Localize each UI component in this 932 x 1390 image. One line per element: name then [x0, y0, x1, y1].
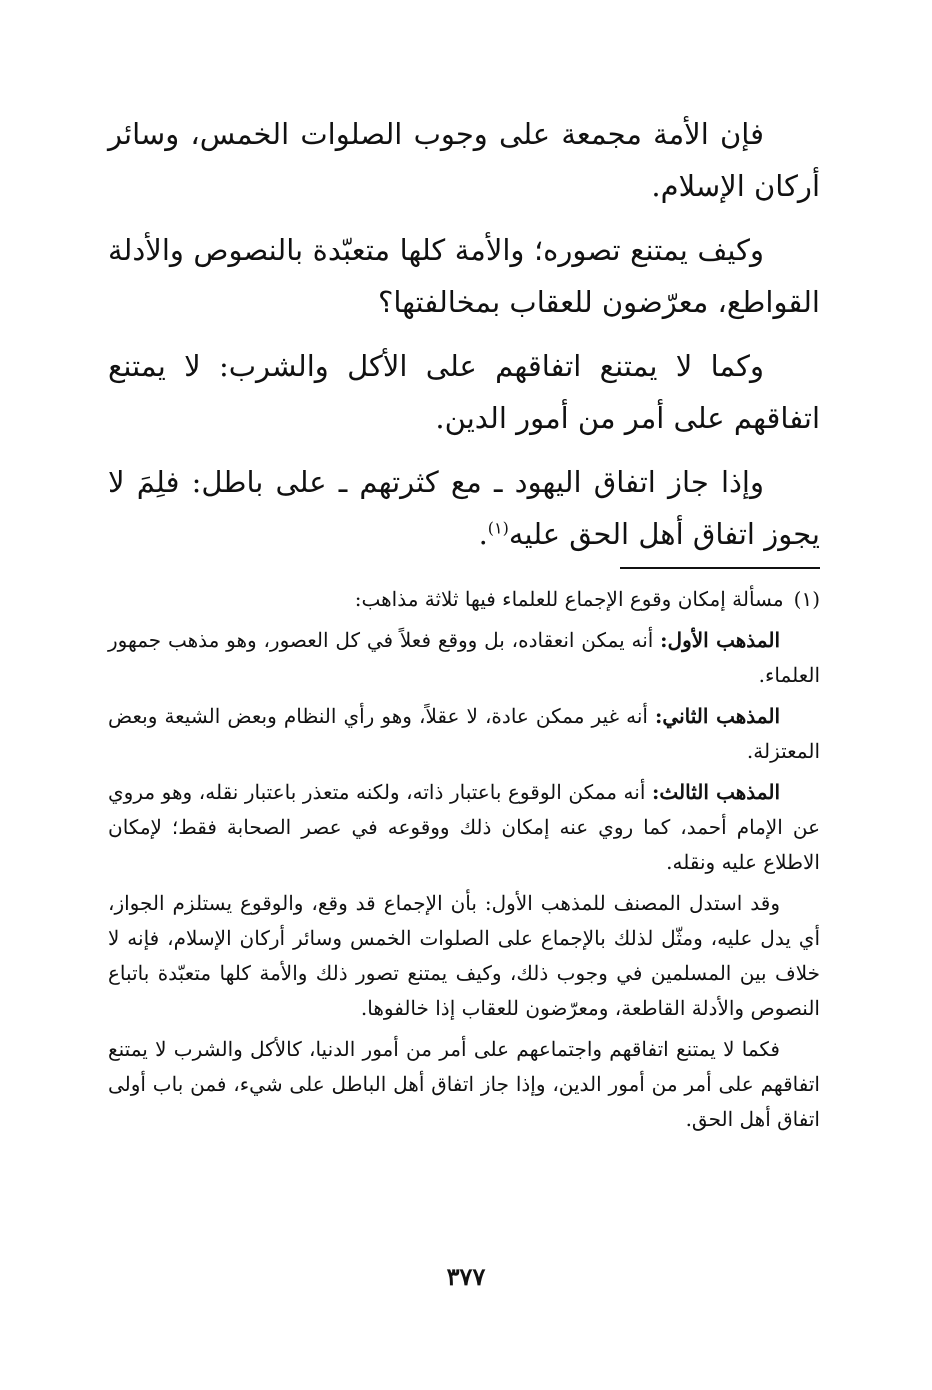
footnote-term: المذهب الثاني: [655, 704, 781, 728]
main-paragraph-4 [108, 456, 820, 560]
footnote-item-1 [108, 623, 820, 693]
footnote-text: أنه ممكن الوقوع باعتبار ذاته، ولكنه متعذر باعتبار نقله، وهو مروي عن الإمام أحمد، كما روي عنه إمكان ذلك ووقوعه في عصر الصحابة فقط؛ لإمكان الاطلاع عليه ونقله. [108, 780, 820, 874]
main-paragraph-2: وكيف يمتنع تصوره؛ والأمة كلها متعبّدة بالنصوص والأدلة القواطع، معرّضون للعقاب بمخالفتها؟ [108, 233, 820, 319]
page-number: ٣٧٧ [446, 1262, 486, 1291]
main-paragraph-4-text: وإذا جاز اتفاق اليهود ـ مع كثرتهم ـ على باطل: فلِمَ لا يجوز اتفاق أهل الحق عليه [108, 465, 820, 551]
footnote-intro-text: مسألة إمكان وقوع الإجماع للعلماء فيها ثلاثة مذاهب: [354, 587, 784, 611]
footnote-separator [620, 567, 820, 569]
footnote-closing-1: وقد استدل المصنف للمذهب الأول: بأن الإجماع قد وقع، والوقوع يستلزم الجواز، أي يدل عليه، ومثّل لذلك بالإجماع على الصلوات الخمس وسائر أركان الإسلام، فإنه لا خلاف بين المسلمين في وجوب ذلك، وكيف يمتنع تصور ذلك والأمة كلها متعبّدة باتباع النصوص والأدلة القاطعة، ومعرّضون للعقاب إذا خالفوها. [108, 891, 820, 1020]
footnote-closing-2: فكما لا يمتنع اتفاقهم واجتماعهم على أمر من أمور الدنيا، كالأكل والشرب لا يمتنع اتفاقهم على أمر من أمور الدين، وإذا جاز اتفاق أهل الباطل على شيء، فمن باب أولى اتفاق أهل الحق. [108, 1037, 820, 1131]
main-paragraph-4-end: . [478, 517, 488, 551]
footnote-reference[interactable]: (١) [487, 518, 509, 538]
footnote-term: المذهب الثالث: [652, 780, 781, 804]
footnote-term: المذهب الأول: [660, 628, 780, 652]
footnote-text: أنه غير ممكن عادة، لا عقلاً، وهو رأي النظام وبعض الشيعة وبعض المعتزلة. [108, 704, 820, 763]
main-paragraph-3: وكما لا يمتنع اتفاقهم على الأكل والشرب: لا يمتنع اتفاقهم على أمر من أمور الدين. [108, 349, 820, 435]
main-paragraph-1: فإن الأمة مجمعة على وجوب الصلوات الخمس، وسائر أركان الإسلام. [108, 117, 820, 203]
main-text [108, 108, 820, 572]
footnote-item-3 [108, 775, 820, 880]
footnote-item-2 [108, 699, 820, 769]
footnote-intro [108, 582, 820, 617]
footnote-marker: (١) [793, 587, 820, 611]
footnotes [108, 582, 820, 1143]
footnote-text: أنه يمكن انعقاده، بل ووقع فعلاً في كل العصور، وهو مذهب جمهور العلماء. [108, 628, 820, 687]
